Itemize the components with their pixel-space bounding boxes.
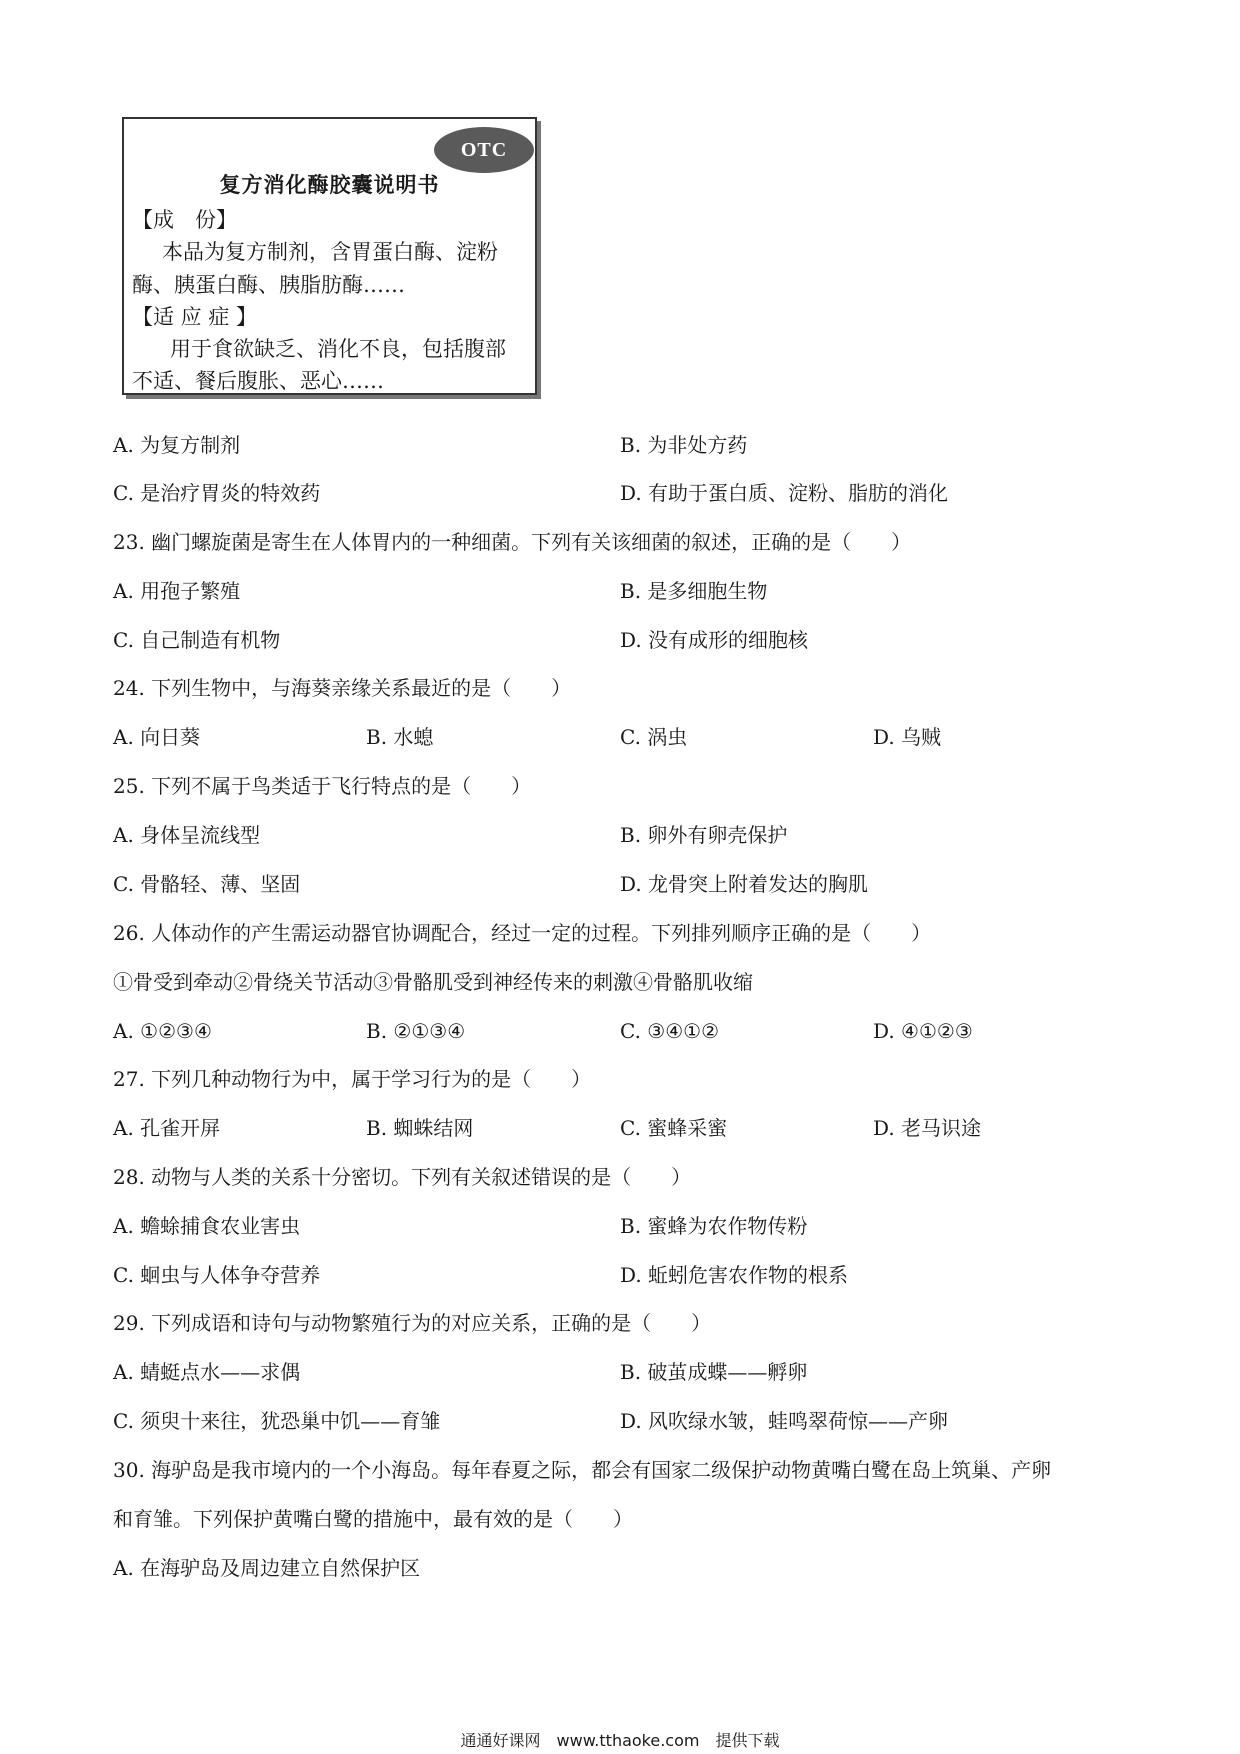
q25-stem: 25. 下列不属于鸟类适于飞行特点的是（ ） [113,774,532,798]
option-d: D. ④①②③ [873,1019,973,1043]
q30-stem-line1: 30. 海驴岛是我市境内的一个小海岛。每年春夏之际，都会有国家二级保护动物黄嘴白鹭在岛上筑巢、产卵 [113,1458,1052,1482]
otc-badge: OTC [434,127,534,173]
leaflet-line: 不适、餐后腹胀、恶心…… [132,369,384,393]
q28-stem: 28. 动物与人类的关系十分密切。下列有关叙述错误的是（ ） [113,1165,692,1189]
page-footer: 通通好课网 www.tthaoke.com 提供下载 [460,1731,780,1750]
option-a: A. 蜻蜓点水——求偶 [113,1360,301,1384]
q23-stem: 23. 幽门螺旋菌是寄生在人体胃内的一种细菌。下列有关该细菌的叙述，正确的是（ ） [113,530,912,554]
option-b: B. 是多细胞生物 [620,579,768,603]
option-d: D. 老马识途 [873,1116,982,1140]
option-b: B. 破茧成蝶——孵卵 [620,1360,808,1384]
q26-stem: 26. 人体动作的产生需运动器官协调配合，经过一定的过程。下列排列顺序正确的是（ ） [113,921,932,945]
leaflet-line: 本品为复方制剂，含胃蛋白酶、淀粉 [162,240,498,264]
option-b: B. 为非处方药 [620,433,748,457]
option-a: A. 身体呈流线型 [113,823,261,847]
option-a: A. 用孢子繁殖 [113,579,241,603]
option-d: D. 乌贼 [873,725,942,749]
option-a: A. 向日葵 [113,725,201,749]
option-b: B. 蜘蛛结网 [366,1116,474,1140]
leaflet-title: 复方消化酶胶囊说明书 [219,172,440,197]
leaflet-line: 酶、胰蛋白酶、胰脂肪酶…… [132,273,405,297]
q30-stem-line2: 和育雏。下列保护黄嘴白鹭的措施中，最有效的是（ ） [113,1507,633,1531]
q30-option-a: A. 在海驴岛及周边建立自然保护区 [113,1556,421,1580]
q27-stem: 27. 下列几种动物行为中，属于学习行为的是（ ） [113,1067,592,1091]
option-c: C. 蜜蜂采蜜 [620,1116,728,1140]
leaflet-line: 【适 应 症 】 [132,305,258,329]
option-d: D. 龙骨突上附着发达的胸肌 [620,872,869,896]
option-c: C. ③④①② [620,1019,720,1043]
option-c: C. 自己制造有机物 [113,628,281,652]
option-c: C. 蛔虫与人体争夺营养 [113,1263,321,1287]
option-b: B. 水螅 [366,725,434,749]
q24-stem: 24. 下列生物中，与海葵亲缘关系最近的是（ ） [113,676,572,700]
option-c: C. 须臾十来往，犹恐巢中饥——育雏 [113,1409,441,1433]
option-d: D. 蚯蚓危害农作物的根系 [620,1263,849,1287]
option-b: B. ②①③④ [366,1019,466,1043]
option-a: A. 蟾蜍捕食农业害虫 [113,1214,301,1238]
option-a: A. 孔雀开屏 [113,1116,221,1140]
option-b: B. 蜜蜂为农作物传粉 [620,1214,808,1238]
leaflet-line: 【成 份】 [132,208,237,232]
option-c: C. 涡虫 [620,725,688,749]
q26-sub: ①骨受到牵动②骨绕关节活动③骨骼肌受到神经传来的刺激④骨骼肌收缩 [113,970,753,994]
option-a: A. ①②③④ [113,1019,212,1043]
option-c: C. 是治疗胃炎的特效药 [113,481,321,505]
q29-stem: 29. 下列成语和诗句与动物繁殖行为的对应关系，正确的是（ ） [113,1311,712,1335]
leaflet-line: 用于食欲缺乏、消化不良，包括腹部 [170,337,506,361]
option-c: C. 骨骼轻、薄、坚固 [113,872,301,896]
option-b: B. 卵外有卵壳保护 [620,823,788,847]
medicine-leaflet [122,117,537,395]
option-d: D. 有助于蛋白质、淀粉、脂肪的消化 [620,481,949,505]
option-a: A. 为复方制剂 [113,433,241,457]
option-d: D. 没有成形的细胞核 [620,628,809,652]
option-d: D. 风吹绿水皱，蛙鸣翠荷惊——产卵 [620,1409,949,1433]
